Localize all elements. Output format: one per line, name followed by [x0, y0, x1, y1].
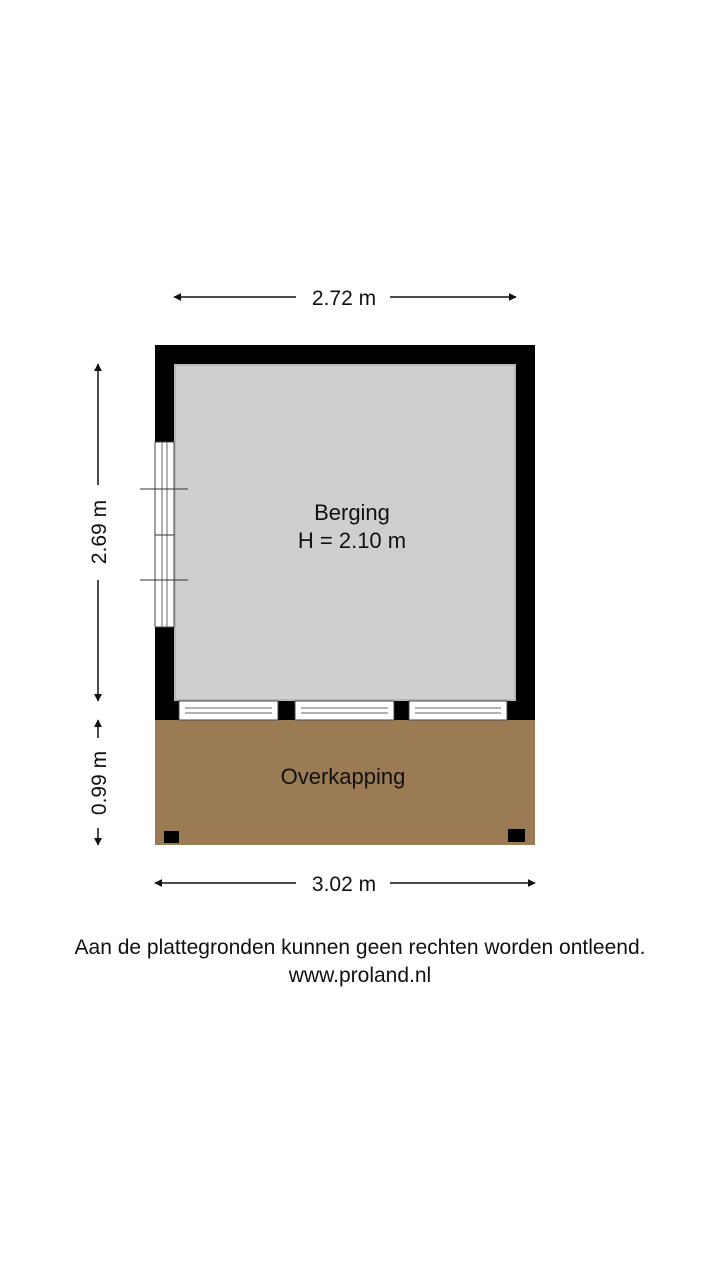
wall-right [516, 345, 535, 720]
wall-bottom-pillar-3 [394, 701, 409, 720]
wall-left-upper [155, 345, 174, 442]
wall-bottom-pillar-4 [507, 701, 535, 720]
dimension-bottom-label: 3.02 m [311, 873, 377, 896]
window-bottom-1 [179, 701, 278, 720]
dimension-bottom [155, 873, 535, 896]
website-link[interactable]: www.proland.nl [288, 964, 432, 987]
dimension-left-room [88, 364, 111, 701]
dimension-top [174, 287, 516, 310]
dimension-left-porch-label: 0.99 m [88, 750, 111, 816]
wall-bottom-pillar-1 [155, 701, 179, 720]
wall-top [155, 345, 535, 364]
disclaimer-text: Aan de plattegronden kunnen geen rechten worden ontleend. [74, 936, 646, 959]
wall-bottom-pillar-2 [278, 701, 295, 720]
dimension-left-porch [88, 720, 111, 845]
porch-post-left [164, 831, 179, 843]
window-bottom-3 [409, 701, 507, 720]
window-bottom-2 [295, 701, 394, 720]
berging-label: Berging [314, 500, 390, 525]
overkapping-label: Overkapping [280, 764, 406, 789]
berging-height-label: H = 2.10 m [297, 528, 407, 553]
porch-post-right [508, 829, 525, 842]
dimension-top-label: 2.72 m [311, 287, 377, 310]
dimension-left-room-label: 2.69 m [88, 499, 111, 565]
